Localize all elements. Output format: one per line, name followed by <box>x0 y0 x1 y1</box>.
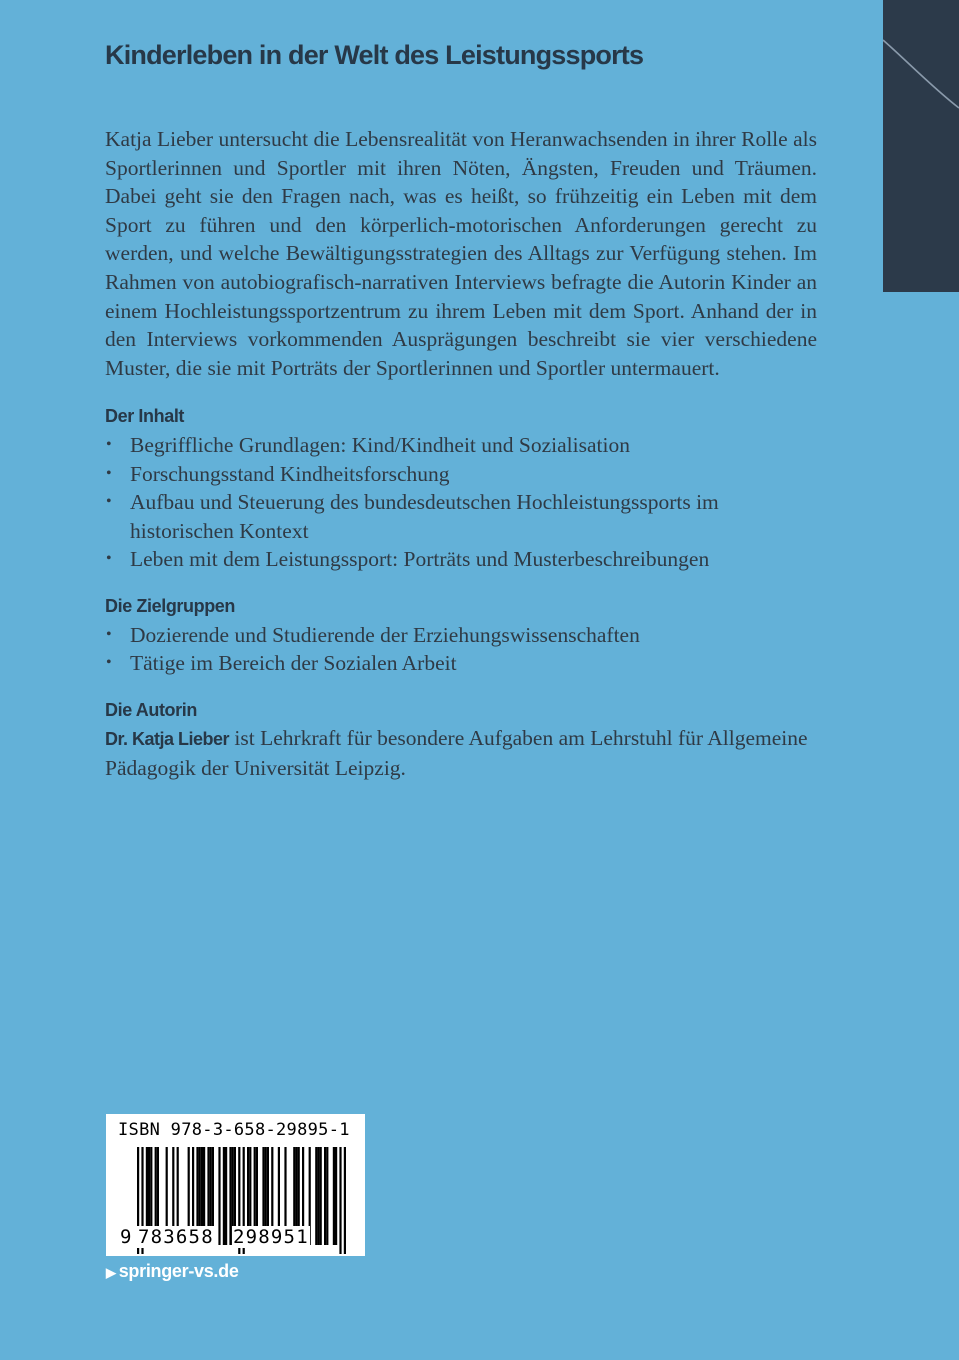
list-item: • Tätige im Bereich der Sozialen Arbeit <box>106 651 457 676</box>
barcode-bar <box>335 1147 337 1245</box>
author-bio-text: ist Lehrkraft für besondere Aufgaben am Lehrstuhl für Allgemeine Pädagogik der Universität Leipzig. <box>105 726 808 780</box>
back-cover-content <box>105 125 817 782</box>
barcode-bar <box>223 1147 225 1245</box>
list-item: • Begriffliche Grundlagen: Kind/Kindheit und Sozialisation <box>106 432 630 457</box>
contents-heading: Der Inhalt <box>105 406 185 427</box>
contents-list <box>105 431 817 574</box>
barcode-bar <box>225 1147 227 1245</box>
book-title: Kinderleben in der Welt des Leistungssports <box>105 40 644 70</box>
list-item: • Leben mit dem Leistungssport: Porträts und Musterbeschreibungen <box>106 547 710 572</box>
audience-list <box>105 621 817 678</box>
corner-decoration <box>883 0 959 292</box>
list-item: • Aufbau und Steuerung des bundesdeutschen Hochleistungssports im historischen Kontext <box>106 490 719 543</box>
barcode-bar <box>344 1147 346 1254</box>
arrow-icon: ▶ <box>106 1265 116 1280</box>
barcode-bar <box>317 1147 319 1245</box>
barcode-digits-left: 783658 <box>138 1226 214 1248</box>
barcode-bar <box>320 1147 322 1245</box>
barcode-bar <box>339 1147 341 1254</box>
list-item: • Forschungsstand Kindheitsforschung <box>106 461 450 486</box>
barcode-digits-right: 298951 <box>233 1226 309 1248</box>
list-item: • Dozierende und Studierende der Erziehungswissenschaften <box>106 622 640 647</box>
barcode-bar <box>333 1147 335 1245</box>
barcode-bar <box>326 1147 328 1245</box>
author-name: Dr. Katja Lieber <box>105 729 230 750</box>
isbn-label: ISBN 978-3-658-29895-1 <box>118 1120 350 1140</box>
description-paragraph: Katja Lieber untersucht die Lebensrealität von Heranwachsenden in ihrer Rolle als Sportlerinnen und Sportler mit ihren Nöten, Ängsten, Freuden und Träumen. Dabei geht sie den Fragen nach, was es heißt, so frühzeitig ein Leben mit dem Sport zu führen und den körperlich-motorischen Anforderungen gerecht zu werden, und welche Bewältigungsstrategien des Alltags zur Verfügung stehen. Im Rahmen von autobiografisch-narrativen Interviews befragte die Autorin Kinder an einem Hochleistungssportzentrum zu ihrem Leben mit dem Sport. Anhand der in den Interviews vorkommenden Ausprägungen beschreibt sie vier verschiedene Muster, die sie mit Porträts der Sportlerinnen und Sportler untermauert. <box>105 127 817 380</box>
publisher-website[interactable]: ▶ springer-vs.de <box>106 1261 239 1281</box>
barcode-bar <box>324 1147 326 1245</box>
barcode-digit-first: 9 <box>120 1226 132 1248</box>
barcode-bar <box>218 1147 220 1245</box>
author-heading: Die Autorin <box>105 699 197 720</box>
audience-heading: Die Zielgruppen <box>105 595 236 616</box>
isbn-barcode <box>106 1114 365 1256</box>
author-bio <box>105 724 817 782</box>
barcode-bar <box>315 1147 317 1245</box>
